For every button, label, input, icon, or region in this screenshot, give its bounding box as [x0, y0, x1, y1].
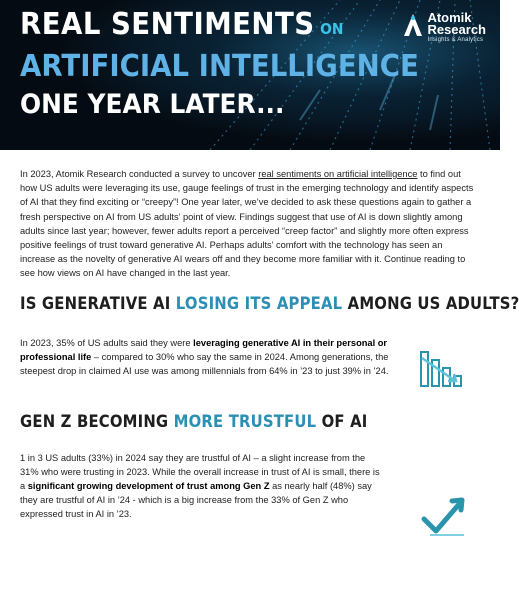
- hero-title-line2: ARTIFICIAL INTELLIGENCE: [20, 49, 419, 84]
- section-title-appeal: IS GENERATIVE AI LOSING ITS APPEAL AMONG US ADULTS?: [20, 293, 519, 313]
- brand-logo: [402, 12, 486, 44]
- hero-title-line1: REAL SENTIMENTS ON: [20, 7, 344, 42]
- hero-banner: [0, 0, 500, 150]
- intro-paragraph: In 2023, Atomik Research conducted a survey to uncover real sentiments on artificial intelligence to find out how US adults were leveraging its use, gauge feelings of trust in the emerging technology and identify aspects of AI that they find exciting or “creepy”! One year later, we’ve decided to ask these questions again to gather a fresh perspective on AI from US adults’ point of view. Findings suggest that use of AI is down slightly among adults since last year; however, fewer adults report a perceived “creep factor” and slightly more often express positive feelings of trust toward generative AI. Perhaps adults’ comfort with the technology has seen an increase as the novelty of generative AI wears off and they become more familiar with it. Continue reading to see how views on AI have changed in the last year.: [20, 169, 474, 279]
- brand-tagline: Insights & Analytics: [427, 37, 484, 43]
- survey-link[interactable]: real sentiments on artificial intelligence: [258, 169, 418, 179]
- section-trust: [20, 431, 478, 537]
- section-appeal-text: In 2023, 35% of US adults said they were leveraging generative AI in their personal or professional life – compared to 30% who say the same in 2024. Among generations, the steepest drop in claimed AI use was among millennials from 64% in ’23 to just 39% in ’24.: [20, 337, 389, 377]
- brand-name-line2: Research: [427, 22, 486, 37]
- hero-title: [20, 8, 454, 122]
- hero-title-on: ON: [320, 20, 344, 38]
- section-appeal: [20, 313, 478, 390]
- section-title-trust: GEN Z BECOMING MORE TRUSTFUL OF AI: [20, 411, 368, 431]
- section-trust-text: 1 in 3 US adults (33%) in 2024 say they are trustful of AI – a slight increase from the 31% who were trusting in 2023. While the overall increase in trust of AI is small, there is a significant growing development of trust among Gen Z as nearly half (48%) say they are trustful of AI in ’24 - which is a big increase from the 33% of Gen Z who expressed trust in AI in ’23.: [20, 452, 380, 520]
- article-body: [0, 167, 519, 537]
- checkmark-arrow-icon: [420, 493, 470, 537]
- bar-chart-decline-icon: [418, 348, 466, 390]
- hero-title-line3: ONE YEAR LATER...: [20, 89, 285, 120]
- brand-name-line1: Atomik: [427, 10, 472, 25]
- atom-logo-icon: [402, 12, 424, 38]
